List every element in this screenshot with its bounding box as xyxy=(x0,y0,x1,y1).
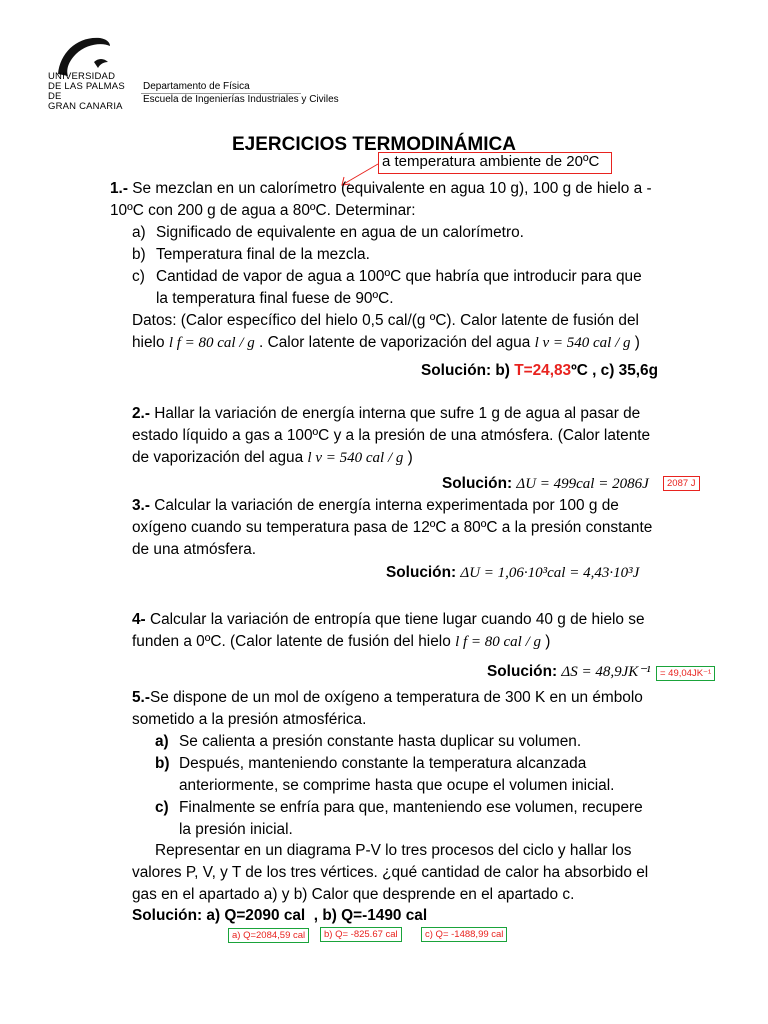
ex3-sol-math: ΔU = 1,06·10³cal = 4,43·10³J xyxy=(460,565,640,581)
ex2-number: 2.- xyxy=(132,405,150,422)
ex1-item-c-label: c) xyxy=(132,268,145,285)
ex5-item-c-label: c) xyxy=(155,799,169,816)
ex1-sol-post: ºC , c) 35,6g xyxy=(571,362,658,379)
university-line-2: DE LAS PALMAS DE xyxy=(48,81,125,102)
ex3-sol-label: Solución: xyxy=(386,564,457,581)
ex4-line2-text: funden a 0ºC. (Calor latente de fusión del hielo xyxy=(132,633,451,650)
ex2-sol-math: ΔU = 499cal = 2086J xyxy=(516,476,649,492)
ex5-note-a: a) Q=2084,59 cal xyxy=(228,928,309,943)
ex4-number: 4- xyxy=(132,611,146,628)
ex5-number: 5.- xyxy=(132,689,150,706)
ex5-para-3: gas en el apartado a) y b) Calor que desprende en el apartado c. xyxy=(132,886,575,903)
ex4-line2-end: ) xyxy=(545,633,551,650)
school-label: Escuela de Ingenierías Industriales y Civiles xyxy=(143,94,339,105)
ex5-text-1: Se dispone de un mol de oxígeno a temperatura de 300 K en un émbolo xyxy=(149,689,643,706)
ex5-para-1: Representar en un diagrama P-V lo tres procesos del ciclo y hallar los xyxy=(155,842,632,859)
ex5-line1 xyxy=(132,687,643,709)
ex1-datos-2a: hielo xyxy=(132,334,165,351)
ex5-item-b xyxy=(155,753,586,775)
ex3-number: 3.- xyxy=(132,497,150,514)
ex5-item-b-text: Después, manteniendo constante la temperatura alcanzada xyxy=(179,755,587,772)
ex2-math-lv: l v = 540 cal / g xyxy=(307,450,404,466)
annotation-text: a temperatura ambiente de 20ºC xyxy=(382,153,600,170)
ex5-solution: Solución: a) Q=2090 cal , b) Q=-1490 cal xyxy=(132,907,428,924)
ex3-solution xyxy=(386,562,639,584)
page-title: EJERCICIOS TERMODINÁMICA xyxy=(232,134,516,155)
ex2-solution xyxy=(442,473,649,495)
ex1-line2: 10ºC con 200 g de agua a 80ºC. Determinar: xyxy=(110,202,416,219)
ex3-text-1: Calcular la variación de energía interna experimentada por 100 g de xyxy=(149,497,619,514)
ex1-item-a-label: a) xyxy=(132,224,146,241)
ex5-item-b-cont-text: anteriormente, se comprime hasta que ocupe el volumen inicial. xyxy=(179,777,615,794)
ex5-item-a-label: a) xyxy=(155,733,169,750)
ex2-sol-label: Solución: xyxy=(442,475,513,492)
university-logo xyxy=(46,30,141,110)
ex1-datos-2c: ) xyxy=(634,334,640,351)
ex1-item-b-label: b) xyxy=(132,246,146,263)
ex1-number: 1.- xyxy=(110,180,128,197)
ex3-line3: de una atmósfera. xyxy=(132,541,257,558)
ex1-item-c xyxy=(132,266,642,288)
university-line-3: GRAN CANARIA xyxy=(48,101,123,112)
ex2-line3-end: ) xyxy=(407,449,413,466)
ex4-line2 xyxy=(132,631,550,653)
department-label: Departamento de Física xyxy=(143,81,250,92)
ex1-line1 xyxy=(110,178,652,200)
university-line-1: UNIVERSIDAD xyxy=(48,71,116,82)
ex1-item-a-text: Significado de equivalente en agua de un calorímetro. xyxy=(156,224,524,241)
ex1-datos-1: Datos: (Calor específico del hielo 0,5 cal/(g ºC). Calor latente de fusión del xyxy=(132,312,639,329)
ex5-item-c-text: Finalmente se enfría para que, manteniendo ese volumen, recupere xyxy=(179,799,643,816)
ex1-sol-red: T=24,83 xyxy=(514,362,572,379)
ex4-sol-math: ΔS = 48,9JK⁻¹ xyxy=(561,664,651,680)
ex5-item-c-cont-text: la presión inicial. xyxy=(179,821,293,838)
ex1-text-1: Se mezclan en un calorímetro (equivalente en agua 10 g), 100 g de hielo a - xyxy=(127,180,652,197)
ex1-datos-2 xyxy=(132,332,640,354)
ex5-note-b: b) Q= -825.67 cal xyxy=(320,927,402,942)
ex1-solution xyxy=(421,360,658,382)
ex5-item-c xyxy=(155,797,643,819)
ex1-item-c-text: Cantidad de vapor de agua a 100ºC que habría que introducir para que xyxy=(156,268,642,285)
ex1-datos-2b: . Calor latente de vaporización del agua xyxy=(259,334,531,351)
ex1-math-lf: l f = 80 cal / g xyxy=(168,335,255,351)
ex4-note: = 49,04JK⁻¹ xyxy=(656,666,715,681)
ex5-item-b-label: b) xyxy=(155,755,170,772)
ex2-text-1: Hallar la variación de energía interna que sufre 1 g de agua al pasar de xyxy=(149,405,641,422)
ex5-item-b-cont xyxy=(179,775,614,797)
ex4-text-1: Calcular la variación de entropía que tiene lugar cuando 40 g de hielo se xyxy=(145,611,645,628)
ex2-line3-text: de vaporización del agua xyxy=(132,449,304,466)
ex1-item-c-cont-text: la temperatura final fuese de 90ºC. xyxy=(156,290,394,307)
ex1-item-b-text: Temperatura final de la mezcla. xyxy=(156,246,370,263)
ex5-item-a xyxy=(155,731,581,753)
ex4-math-lf: l f = 80 cal / g xyxy=(455,634,542,650)
ex4-sol-label: Solución: xyxy=(487,663,558,680)
ex1-item-a xyxy=(132,222,524,244)
ex3-line1 xyxy=(132,495,619,517)
ex4-line1 xyxy=(132,609,645,631)
ex5-para-2: valores P, V, y T de los tres vértices. ¿qué cantidad de calor ha absorbido el xyxy=(132,864,649,881)
ex4-solution xyxy=(487,661,651,683)
ex5-item-a-text: Se calienta a presión constante hasta duplicar su volumen. xyxy=(179,733,582,750)
ex2-line3 xyxy=(132,447,413,469)
ex1-item-b xyxy=(132,244,370,266)
ex5-line2: sometido a la presión atmosférica. xyxy=(132,711,367,728)
ex1-sol-pre: Solución: b) xyxy=(421,362,515,379)
ex2-line2: estado líquido a gas a 100ºC y a la presión de una atmósfera. (Calor latente xyxy=(132,427,651,444)
ex2-note: 2087 J xyxy=(663,476,700,491)
ex3-line2: oxígeno cuando su temperatura pasa de 12ºC a 80ºC a la presión constante xyxy=(132,519,653,536)
ex5-item-c-cont xyxy=(179,819,293,841)
ex1-math-lv: l v = 540 cal / g xyxy=(534,335,631,351)
ex2-line1 xyxy=(132,403,640,425)
ex5-note-c: c) Q= -1488,99 cal xyxy=(421,927,507,942)
ex1-item-c-cont xyxy=(156,288,393,310)
